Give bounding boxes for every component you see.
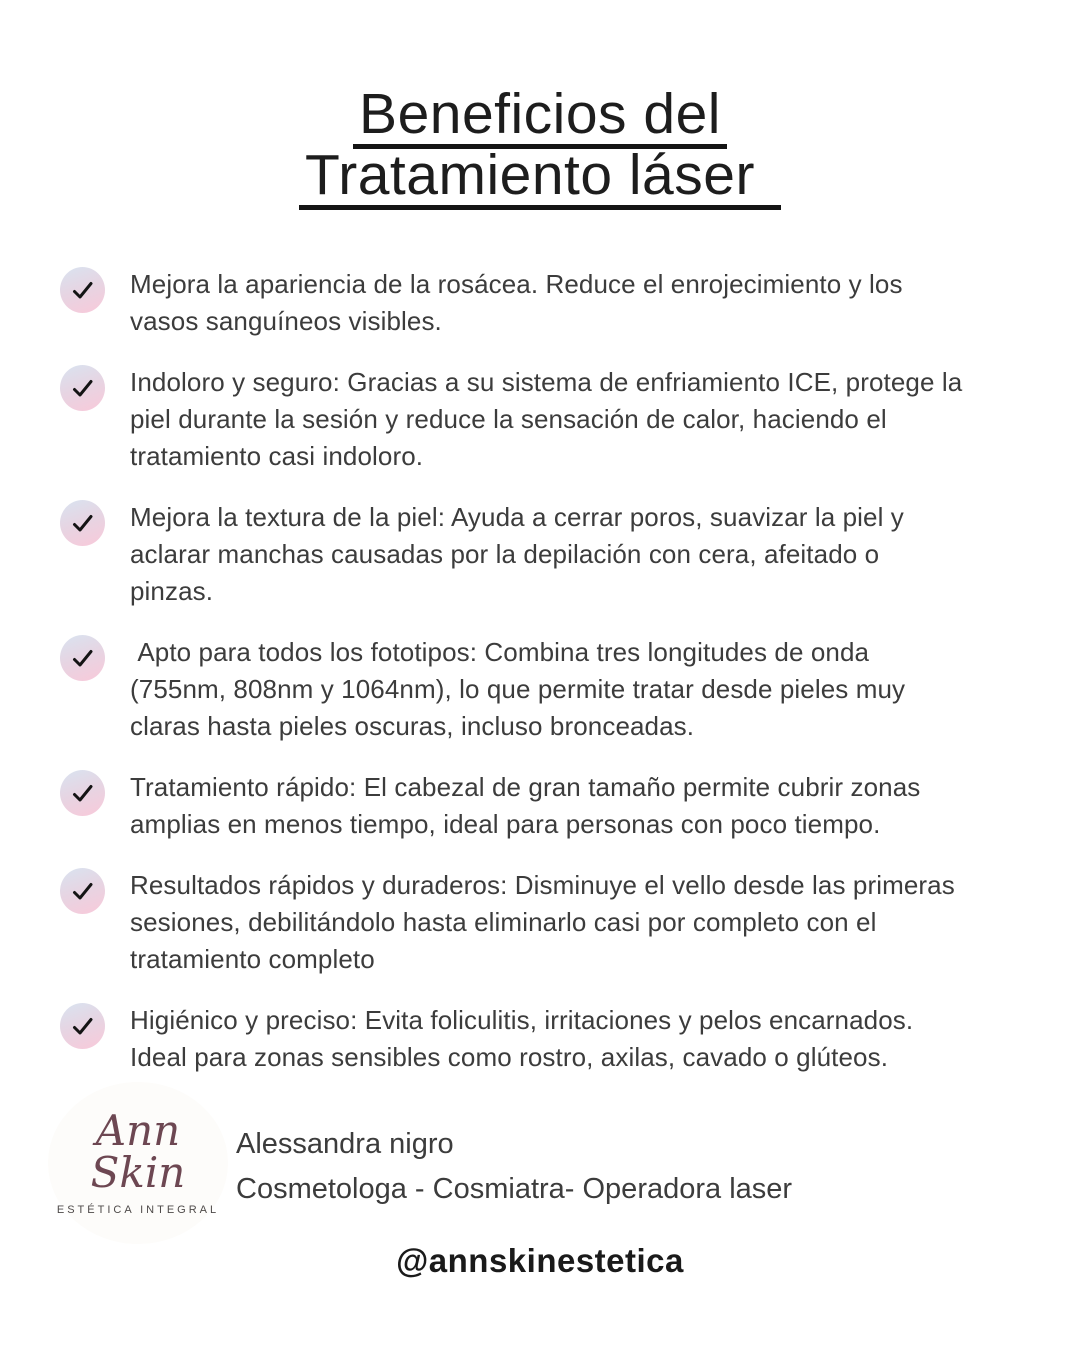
list-item-text: Resultados rápidos y duraderos: Disminuye el vello desde las primeras sesiones, debilitándolo hasta eliminarlo casi por completo con el tratamiento completo [130, 870, 963, 974]
logo-tagline-text: ESTÉTICA INTEGRAL [56, 1204, 220, 1216]
list-item-text: Apto para todos los fototipos: Combina tres longitudes de onda (755nm, 808nm y 1064nm), lo que permite tratar desde pieles muy claras hasta pieles oscuras, incluso bronceadas. [130, 637, 913, 741]
author-role: Cosmetologa - Cosmiatra- Operadora laser [236, 1173, 793, 1205]
list-item-text: Mejora la apariencia de la rosácea. Reduce el enrojecimiento y los vasos sanguíneos visibles. [130, 269, 910, 336]
list-item-text: Higiénico y preciso: Evita foliculitis, irritaciones y pelos encarnados. Ideal para zonas sensibles como rostro, axilas, cavado o glúteos. [130, 1005, 921, 1072]
ann-skin-logo [48, 1082, 228, 1244]
list-item-text: Tratamiento rápido: El cabezal de gran tamaño permite cubrir zonas amplias en menos tiempo, ideal para personas con poco tiempo. [130, 772, 928, 839]
page-title [0, 82, 1080, 210]
author-name: Alessandra nigro [236, 1128, 454, 1160]
title-line-2: Tratamiento láser [299, 147, 781, 210]
signature-block [236, 1122, 792, 1212]
list-item [60, 867, 1080, 978]
footer [48, 1082, 792, 1244]
list-item [60, 1002, 1080, 1076]
logo-brand-text: Ann Skin [90, 1106, 186, 1197]
list-item-text: Indoloro y seguro: Gracias a su sistema de enfriamiento ICE, protege la piel durante la sesión y reduce la sensación de calor, haciendo el tratamiento casi indoloro. [130, 367, 970, 471]
check-icon [60, 365, 105, 411]
list-item [60, 769, 1080, 843]
list-item [60, 364, 1080, 475]
list-item-text: Mejora la textura de la piel: Ayuda a cerrar poros, suavizar la piel y aclarar manchas causadas por la depilación con cera, afeitado o pinzas. [130, 502, 912, 606]
check-icon [60, 868, 105, 914]
check-icon [60, 635, 105, 681]
check-icon [60, 770, 105, 816]
instagram-handle: @annskinestetica [396, 1242, 684, 1279]
benefits-checklist [0, 266, 1080, 1076]
check-icon [60, 500, 105, 546]
list-item [60, 266, 1080, 340]
check-icon [60, 267, 105, 313]
title-line-1: Beneficios del [353, 86, 727, 149]
check-icon [60, 1003, 105, 1049]
list-item [60, 499, 1080, 610]
list-item [60, 634, 1080, 745]
